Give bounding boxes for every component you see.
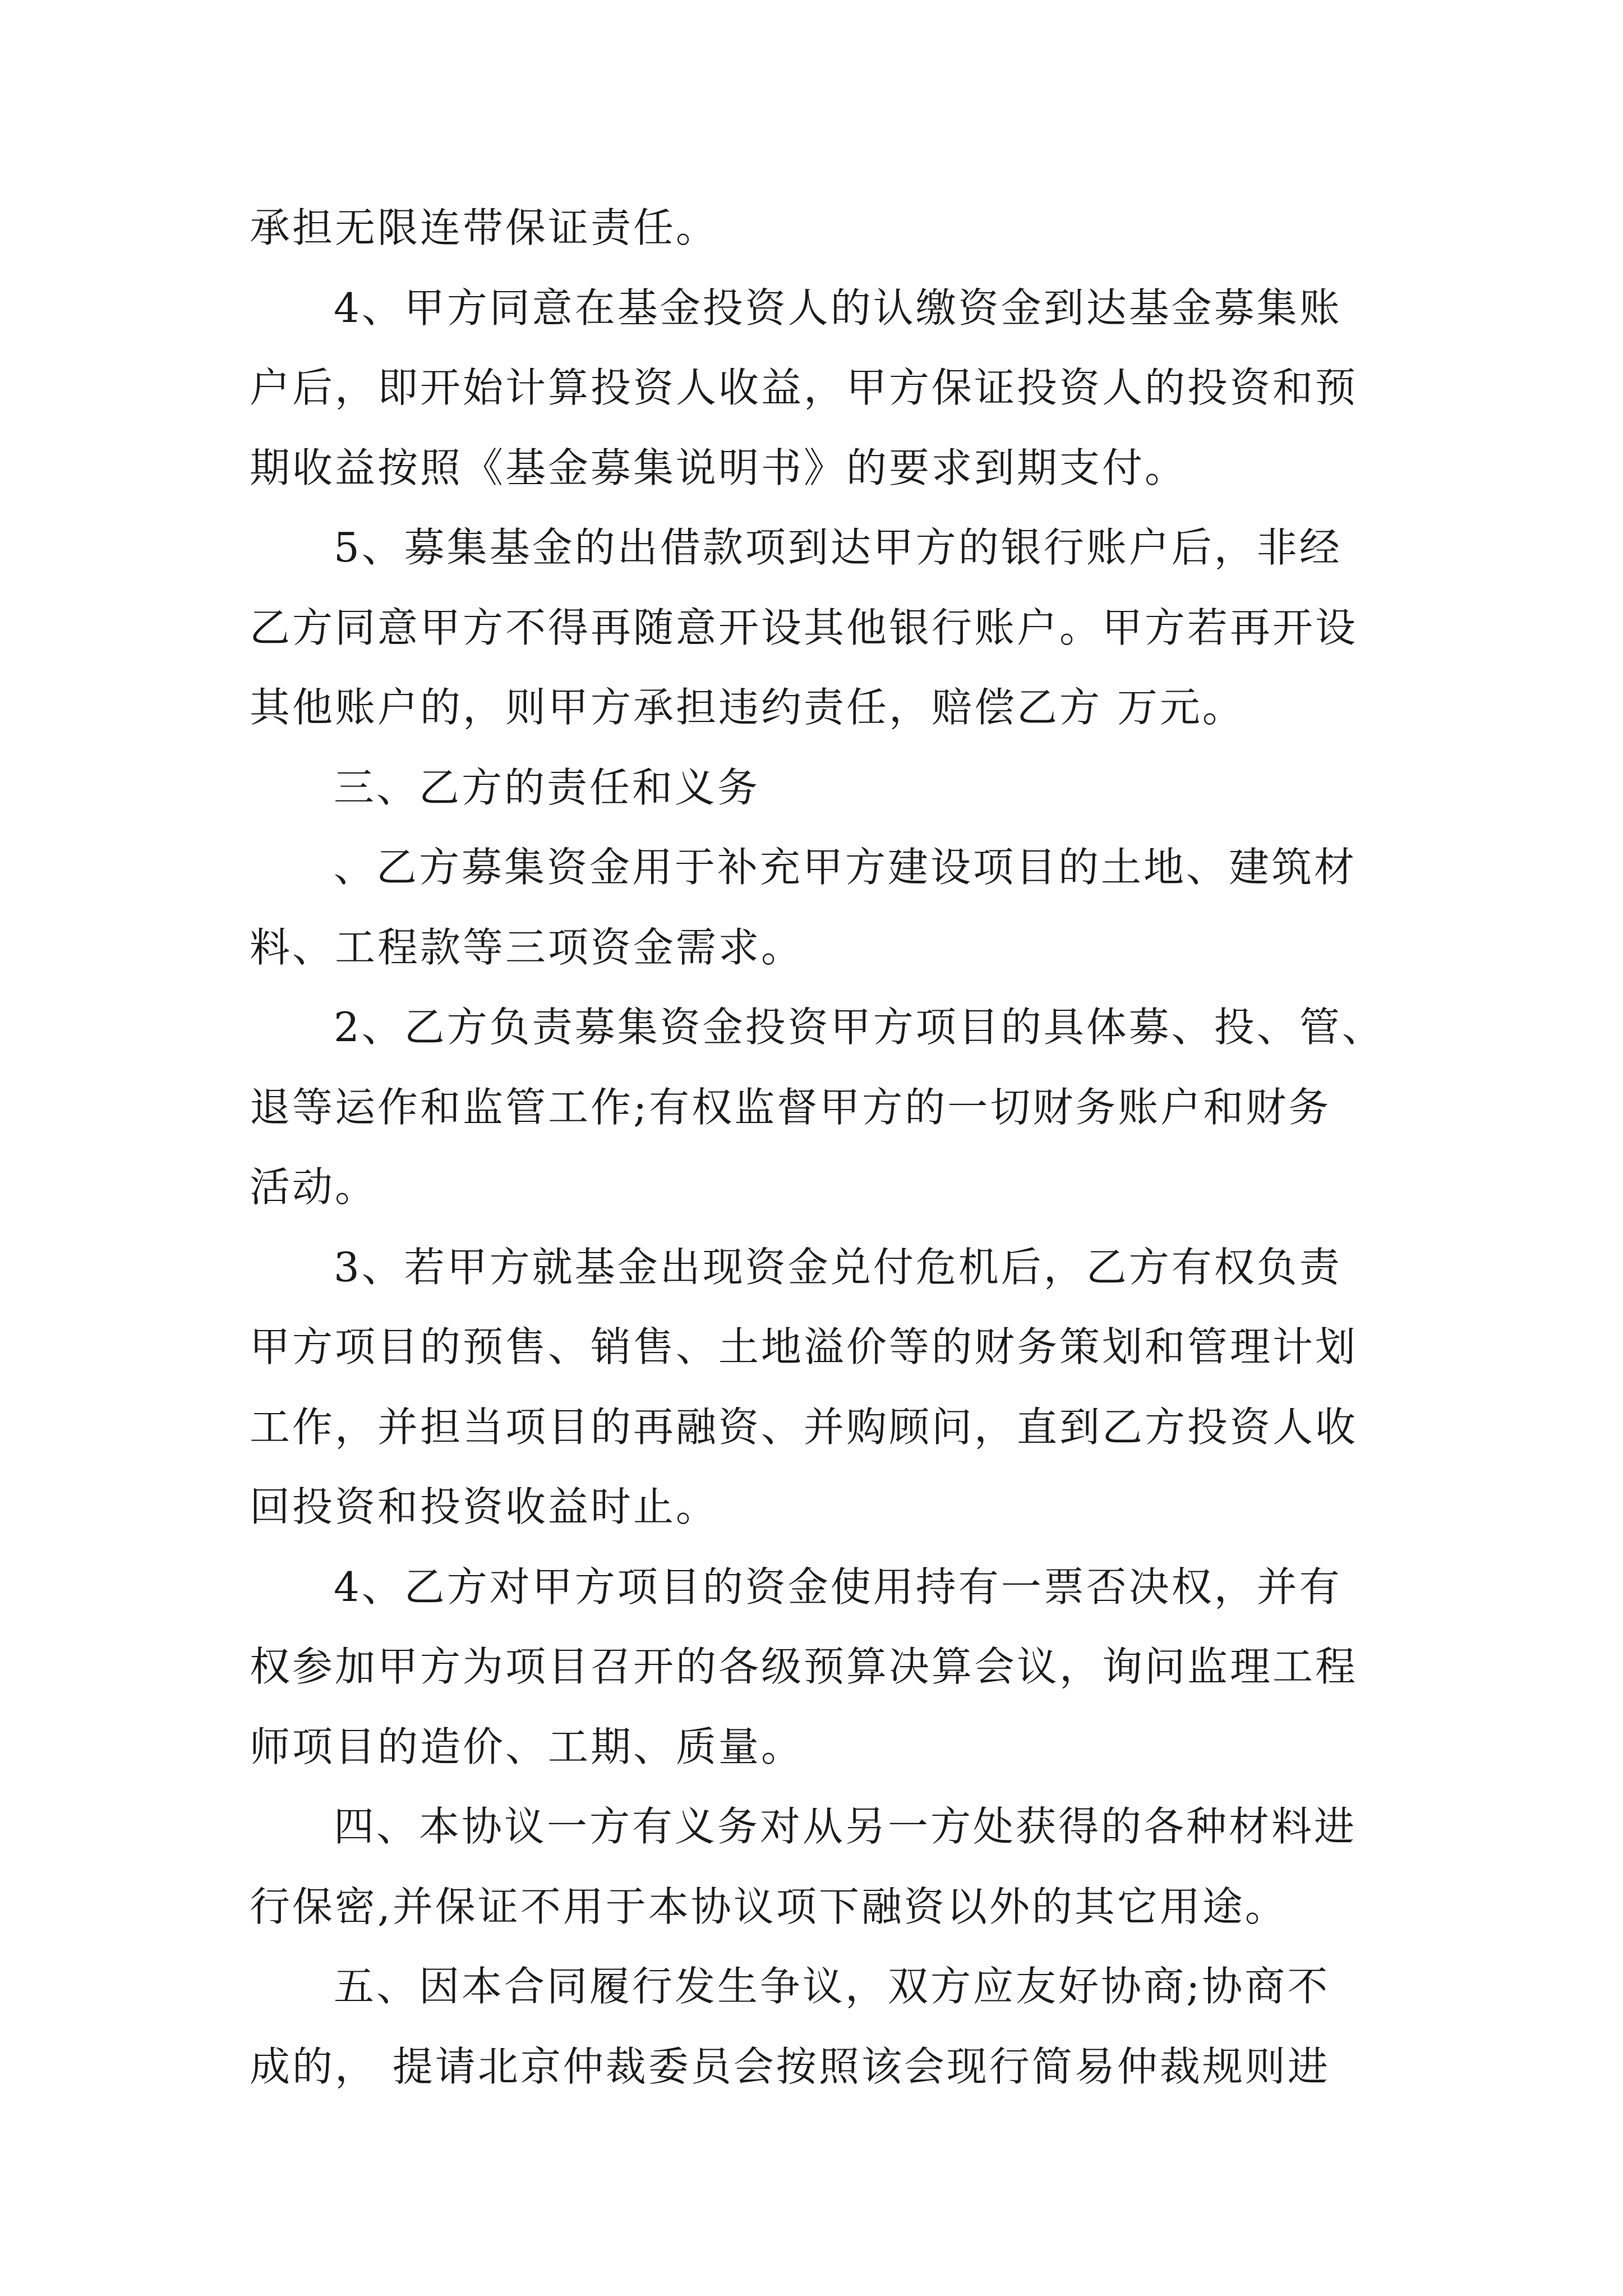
- text-line: 户后，即开始计算投资人收益，甲方保证投资人的投资和预: [250, 364, 1358, 411]
- text-line: 退等运作和监管工作;有权监督甲方的一切财务账户和财务: [250, 1083, 1331, 1131]
- text-line: 成的， 提请北京仲裁委员会按照该会现行简易仲裁规则进: [250, 2042, 1330, 2090]
- section-paragraph-line: 五、因本合同履行发生争议，双方应友好协商;协商不: [334, 1963, 1330, 2010]
- text-line: 4、甲方同意在基金投资人的认缴资金到达基金募集账: [334, 284, 1342, 332]
- text-line: 2、乙方负责募集资金投资甲方项目的具体募、投、管、: [334, 1004, 1385, 1051]
- text-line: 、乙方募集资金用于补充甲方建设项目的土地、建筑材: [334, 844, 1357, 891]
- text-line: 5、募集基金的出借款项到达甲方的银行账户后，非经: [334, 524, 1342, 571]
- document-body: [250, 188, 1399, 2106]
- text-line: 承担无限连带保证责任。: [250, 204, 719, 251]
- text-line: 行保密,并保证不用于本协议项下融资以外的其它用途。: [250, 1883, 1288, 1930]
- text-line: 回投资和投资收益时止。: [250, 1483, 719, 1530]
- text-line: 3、若甲方就基金出现资金兑付危机后，乙方有权负责: [334, 1243, 1342, 1291]
- text-line: 甲方项目的预售、销售、土地溢价等的财务策划和管理计划: [250, 1323, 1358, 1370]
- text-line: 料、工程款等三项资金需求。: [250, 923, 804, 971]
- text-line: 工作，并担当项目的再融资、并购顾问，直到乙方投资人收: [250, 1403, 1358, 1451]
- text-line: 期收益按照《基金募集说明书》的要求到期支付。: [250, 444, 1188, 491]
- text-line: 权参加甲方为项目召开的各级预算决算会议，询问监理工程: [250, 1643, 1358, 1690]
- section-heading: 三、乙方的责任和义务: [334, 763, 760, 811]
- section-paragraph-line: 四、本协议一方有义务对从另一方处获得的各种材料进: [334, 1803, 1357, 1850]
- text-line: 乙方同意甲方不得再随意开设其他银行账户。甲方若再开设: [250, 604, 1358, 651]
- text-line: 其他账户的，则甲方承担违约责任，赔偿乙方 万元。: [250, 684, 1245, 731]
- text-line: 师项目的造价、工期、质量。: [250, 1723, 804, 1770]
- text-line: 4、乙方对甲方项目的资金使用持有一票否决权，并有: [334, 1563, 1342, 1611]
- text-line: 活动。: [250, 1163, 378, 1211]
